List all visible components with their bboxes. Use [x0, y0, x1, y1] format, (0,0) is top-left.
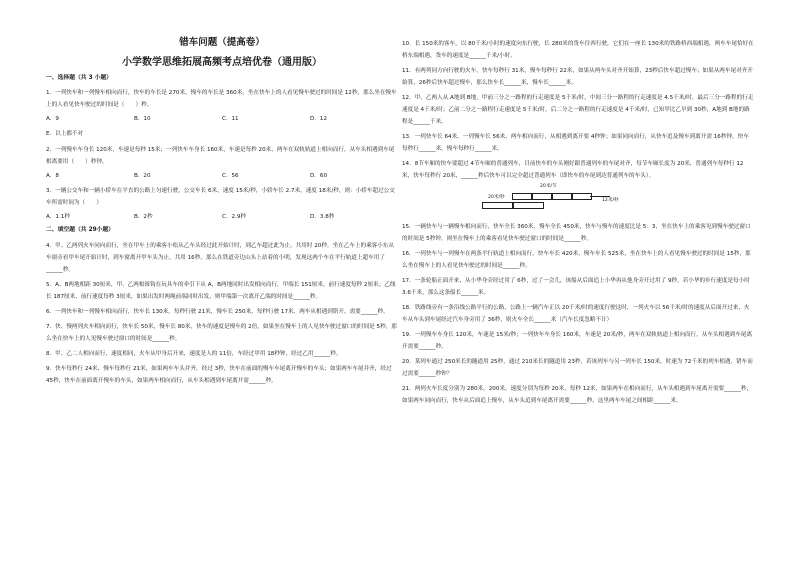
question-text: 11．有两列同方向行驶的火车，快车每秒行 31米，慢车每秒行 22米，如果从两车头对齐开始算，23秒后快车超过慢车；如果从两车尾对齐开始算，26秒后快车超过慢车，那么快车长______米，慢车长______米。	[402, 68, 753, 86]
question-text: 5．A、B两地相距 30厘米，甲、乙两根锥钩在玩具车的牵引下从 A，B两地同时出发相向而行，甲端长 151厘米，前行速度每秒 2厘米；乙线长 187厘米，前行速度每秒 3厘米，如果出发时两绳前端同时出发，则甲端第一次离开乙端的时间是______秒。	[46, 282, 396, 301]
question-9	[46, 363, 398, 387]
train-car	[572, 193, 592, 200]
question-17	[402, 275, 754, 299]
question-14	[402, 158, 754, 182]
question-text: 8．甲、乙二人相向而行，速度相同，火车从甲身后开来，速度是人的 11倍，车经过甲用 18秒钟，经过乙用______秒。	[46, 351, 342, 358]
question-2	[46, 144, 398, 182]
question-1	[46, 87, 398, 140]
option-c: C．11	[222, 116, 239, 123]
question-text: 21．两列火车长度分别为 280米，200米，速度分别为每秒 20米，每秒 12米，如果两车在相向而行，从车头相遇到车尾离开需要______秒，如果两车同向而行，快车从后面追上慢车，从车头追到车尾离开需要______秒，这里两车车尾之间相距______米。	[402, 386, 753, 404]
question-18	[402, 302, 754, 326]
option-c: C．56	[222, 173, 239, 180]
question-3	[46, 185, 398, 223]
section-heading-choice: 一、选择题（共 3 小题）	[46, 74, 113, 81]
fast-train	[482, 202, 514, 209]
question-12	[402, 92, 754, 128]
left-column	[46, 38, 398, 390]
option-b: B．2秒	[134, 214, 153, 221]
question-5	[46, 279, 398, 303]
option-a: A．1.1秒	[46, 214, 70, 221]
train-car	[532, 193, 552, 200]
question-text: 7．快、慢两列火车相向而行，快车长 50米，慢车长 80米，快车的速度是慢车的 2倍，如果坐在慢车上的人见快车驶过窗口的时间是 5秒，那么坐在快车上的人见慢车驶过窗口的时间是______秒。	[46, 324, 397, 343]
question-text: 20．某列车通过 250米长的隧道用 25秒，通过 210米长的隧道用 23秒，若该列车与另一列车长 150米，时速为 72千米的列车相遇，错车而过需要______秒钟？	[402, 359, 753, 377]
section-heading-fill: 二、填空题（共 29小题）	[46, 227, 115, 234]
question-text: 18．铁路线旁有一条沿线公路平行的公路，公路上一辆汽车正以 20千米/时的速度行驶这时，一列火车以 56千米/时的速度从后面开过来，火车从车头到车尾经过汽车身旁用了 36秒，则火车全长______米（汽车长度忽略不计）	[402, 305, 750, 323]
question-11	[402, 65, 754, 89]
options	[46, 170, 398, 182]
train-car	[552, 193, 572, 200]
question-text: 15．一辆快车与一辆慢车相向而行，快车全长 360米，慢车全长 450米，快车与慢车的速度比是 5：3，坐在快车上的乘客见到慢车驶过窗口的时间是 5秒钟，则坐在慢车上的乘客看见快车驶过窗口的时间是______秒。	[402, 224, 751, 242]
option-d: D．12	[310, 116, 328, 123]
question-4	[46, 240, 398, 276]
question-text: 17．一条轮船正面开来，从小华身旁经过用了 6秒，过了一会儿，该船从后面追上小华再从他身旁开过用了 9秒，若小华的步行速度是每小时 3.6千米，那么这条船长______米。	[402, 278, 750, 296]
option-d: D．60	[310, 173, 328, 180]
arrow-right-icon	[590, 196, 610, 197]
question-text: 13．一列快车长 64米，一列慢车长 56米，两车相向而行，从相遇到离开要 4秒钟；如果同向而行，从快车追及慢车到离开需 16秒钟，快车每秒行______米，慢车每秒行______米。	[402, 134, 749, 152]
diagram-slow-speed-label: 12米/秒	[602, 198, 619, 203]
question-13	[402, 131, 754, 155]
question-7	[46, 321, 398, 345]
option-a: A．9	[46, 116, 59, 123]
question-6	[46, 306, 398, 318]
question-text: 6．一列快车和一列慢车相向而行，快车长 130米，每秒行驶 21米，慢车长 250米，每秒行驶 17米，两车从相遇到错开，需要______秒。	[46, 309, 389, 316]
question-text: 14．8节车厢的快车要超过 4节车厢的普通列车，目前快车的车头刚好跟普通列车的车尾对齐，每节车厢长度为 20米，普通列车每秒行 12米，快车每秒行 20米，______秒后快车可以完全超过普通列车（即快车的车尾到达普通列车的车头）。	[402, 161, 744, 179]
option-b: B．20	[134, 173, 151, 180]
question-15	[402, 221, 754, 245]
question-text: 19．一列慢车车身长 120米，车速是 15米/秒；一列快车车身长 160米，车速是 20米/秒，两车在双轨轨道上相向而行，从车头相遇到车尾离开需要______秒。	[402, 332, 753, 350]
option-a: A．8	[46, 173, 59, 180]
doc-subtitle: 小学数学思维拓展高频考点培优卷（通用版）	[122, 56, 322, 68]
diagram-fast-speed-label: 20米/秒	[488, 195, 505, 200]
question-text: 1．一列快车和一列慢车相向而行，快车的车长是 270米，慢车的车长是 360米，坐在快车上的人看见慢车驶过的时间是 12秒，那么坐在慢车上的人看见快车驶过的时间是（ ）秒。	[46, 90, 397, 109]
question-16	[402, 248, 754, 272]
question-text: 2．一列慢车车身长 120米，车速是每秒 15米；一列快车车身长 160米，车速是每秒 20米，两车在双轨轨道上相向而行，从车头相遇到车尾相离要用（ ）秒钟。	[46, 147, 395, 166]
options	[46, 113, 398, 125]
option-e: E．以上都不对	[46, 131, 84, 138]
option-b: B．10	[134, 116, 151, 123]
question-19	[402, 329, 754, 353]
question-20	[402, 356, 754, 380]
question-text: 9．快车每秒行 24米，慢车每秒行 21米，如果两车车头并齐，经过 3秒，快车在前面的慢车车尾离开慢车的车头；如果两车车尾并齐，经过 45秒，快车在前面离开慢车的车头，如果两车相向而行，从车头相遇到车尾离开需______秒。	[46, 366, 392, 385]
option-d: D．3.8秒	[310, 214, 335, 221]
diagram-car-length-label: 20米/节	[540, 184, 557, 189]
right-column	[402, 38, 754, 410]
option-c: C．2.9秒	[222, 214, 246, 221]
question-text: 4．甲、乙两列火车同向而行，坐在甲车上的乘客小松从乙车头经过此开始计时，到乙车超过此为止，共用时 20秒。坐在乙车上的乘客小东从车窗旁看甲车尾开始计时，到车窗离开甲车头为止，共用 16秒。那么在铁道旁边山头上站着的小明，发现这两个车在平行轨道上超车用了______秒。	[46, 243, 395, 274]
question-text: 3．一辆公交车和一辆小轿车在平直的公路上匀速行驶，公交车长 6米，速度 15米/秒，小轿车长 2.7米，速度 18米/秒，则：小轿车超过公交车所需时间为（ ）	[46, 188, 395, 207]
fast-train	[512, 202, 544, 209]
question-10	[402, 38, 754, 62]
question-text: 10．长 150米的客车，以 80千米/小时的速度向东行驶，长 280米的货车往西行驶，它们在一座长 130米的铁路桥西端相遇，两车车尾恰好在桥东端相遇，货车的速度是______千米/小时。	[402, 41, 754, 59]
train-car	[512, 193, 532, 200]
options	[46, 211, 398, 223]
question-21	[402, 383, 754, 407]
question-8	[46, 348, 398, 360]
doc-title: 错车问题（提高卷）	[179, 37, 265, 48]
question-text: 16．一列快车与一列慢车在两条平行轨道上相向而行，快车车长 420米，慢车车长 525米，坐在快车上的人看见慢车驶过的时间是 15秒，那么坐在慢车上的人看见快车驶过的时间是______秒。	[402, 251, 751, 269]
question-text: 12．甲、乙两人从 A地到 B地，甲前三分之一路程的行走速度是 5千米/时，中间三分一路程的行走速度是 4.5千米/时，最后三分一路程的行走速度是 4千米/时；乙前二分之一路程行走速度是 5千米/时，后二分之一路程的行走速度是 4千米/时，已知甲比乙早到 30秒，A地到 B地的路程是______千米。	[402, 95, 754, 125]
train-diagram	[482, 185, 622, 215]
